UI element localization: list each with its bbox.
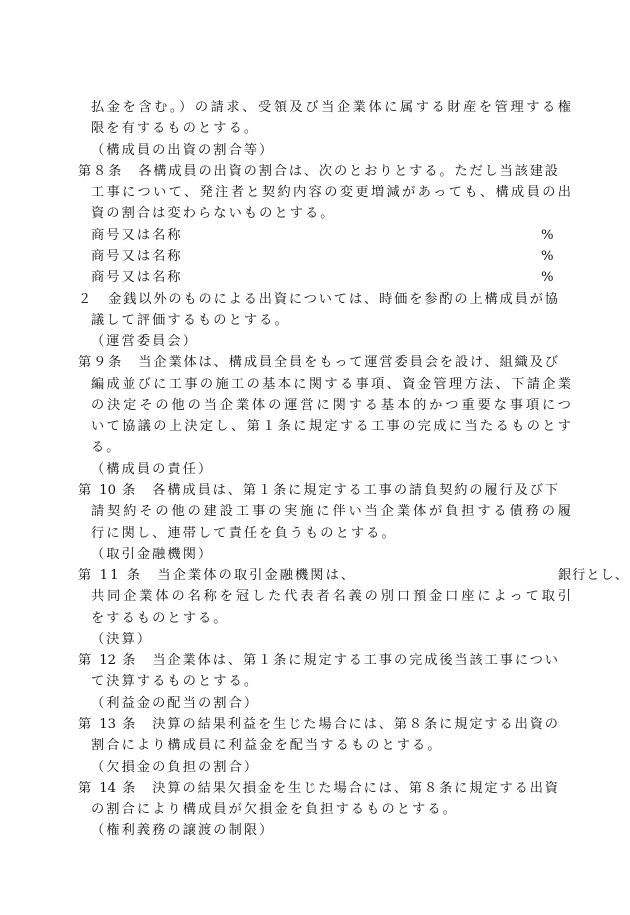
section-heading: （利益金の配当の割合）	[91, 696, 260, 711]
article-11-text: 第 11 条 当企業体の取引金融機関は、	[78, 568, 357, 583]
article-11-line	[78, 565, 629, 586]
section-heading: （決算）	[91, 632, 153, 647]
text-line: 資の割合は変わらないものとする。	[91, 206, 336, 221]
bank-suffix: 銀行とし、	[558, 568, 629, 583]
company-name-label: 商号又は名称	[91, 270, 183, 285]
text-line: 工事について、発注者と契約内容の変更増減があっても、構成員の出	[91, 185, 571, 200]
text-line: 共同企業体の名称を冠した代表者名義の別口預金口座によって取引	[91, 589, 571, 604]
section-heading: （運営委員会）	[91, 334, 199, 349]
text-line: 限を有するものとする。	[91, 121, 260, 136]
text-line: る。	[91, 440, 122, 455]
share-row	[91, 246, 571, 267]
section-heading: （構成員の責任）	[91, 462, 214, 477]
text-line: 議して評価するものとする。	[91, 313, 290, 328]
section-heading: （取引金融機関）	[91, 547, 214, 562]
share-row	[91, 267, 571, 288]
text-line: いて協議の上決定し、第１条に規定する工事の完成に当たるものとす	[91, 419, 571, 434]
article-14-line: 第 14 条 決算の結果欠損金を生じた場合には、第８条に規定する出資	[78, 781, 558, 796]
company-name-label: 商号又は名称	[91, 249, 183, 264]
company-name-label: 商号又は名称	[91, 228, 183, 243]
text-line: て決算するものとする。	[91, 674, 260, 689]
percent-sign: %	[541, 249, 554, 264]
text-line: 割合により構成員に利益金を配当するものとする。	[91, 738, 443, 753]
section-heading: （構成員の出資の割合等）	[91, 143, 275, 158]
article-13-line: 第 13 条 決算の結果利益を生じた場合には、第８条に規定する出資の	[78, 717, 558, 732]
percent-sign: %	[541, 228, 554, 243]
percent-sign: %	[541, 270, 554, 285]
article-9-line: 第９条 当企業体は、構成員全員をもって運営委員会を設け、組織及び	[78, 355, 558, 370]
section-heading: （権利義務の譲渡の制限）	[91, 823, 275, 838]
share-row	[91, 225, 571, 246]
text-line: 編成並びに工事の施工の基本に関する事項、資金管理方法、下請企業	[91, 377, 571, 392]
section-heading: （欠損金の負担の割合）	[91, 760, 260, 775]
text-line: 行に関し、連帯して責任を負うものとする。	[91, 526, 397, 541]
text-line: の決定その他の当企業体の運営に関する基本的かつ重要な事項につ	[91, 398, 571, 413]
article-12-line: 第 12 条 当企業体は、第１条に規定する工事の完成後当該工事につい	[78, 653, 558, 668]
text-line: 請契約その他の建設工事の実施に伴い当企業体が負担する債務の履	[91, 504, 571, 519]
text-line: をするものとする。	[91, 611, 229, 626]
text-line: 払金を含む。）の請求、受領及び当企業体に属する財産を管理する権	[91, 100, 571, 115]
text-line: の割合により構成員が欠損金を負担するものとする。	[91, 802, 458, 817]
article-8-line: 第８条 各構成員の出資の割合は、次のとおりとする。ただし当該建設	[78, 164, 558, 179]
text-line: ２ 金銭以外のものによる出資については、時価を参酌の上構成員が協	[78, 292, 558, 307]
article-10-line: 第 10 条 各構成員は、第１条に規定する工事の請負契約の履行及び下	[78, 483, 558, 498]
